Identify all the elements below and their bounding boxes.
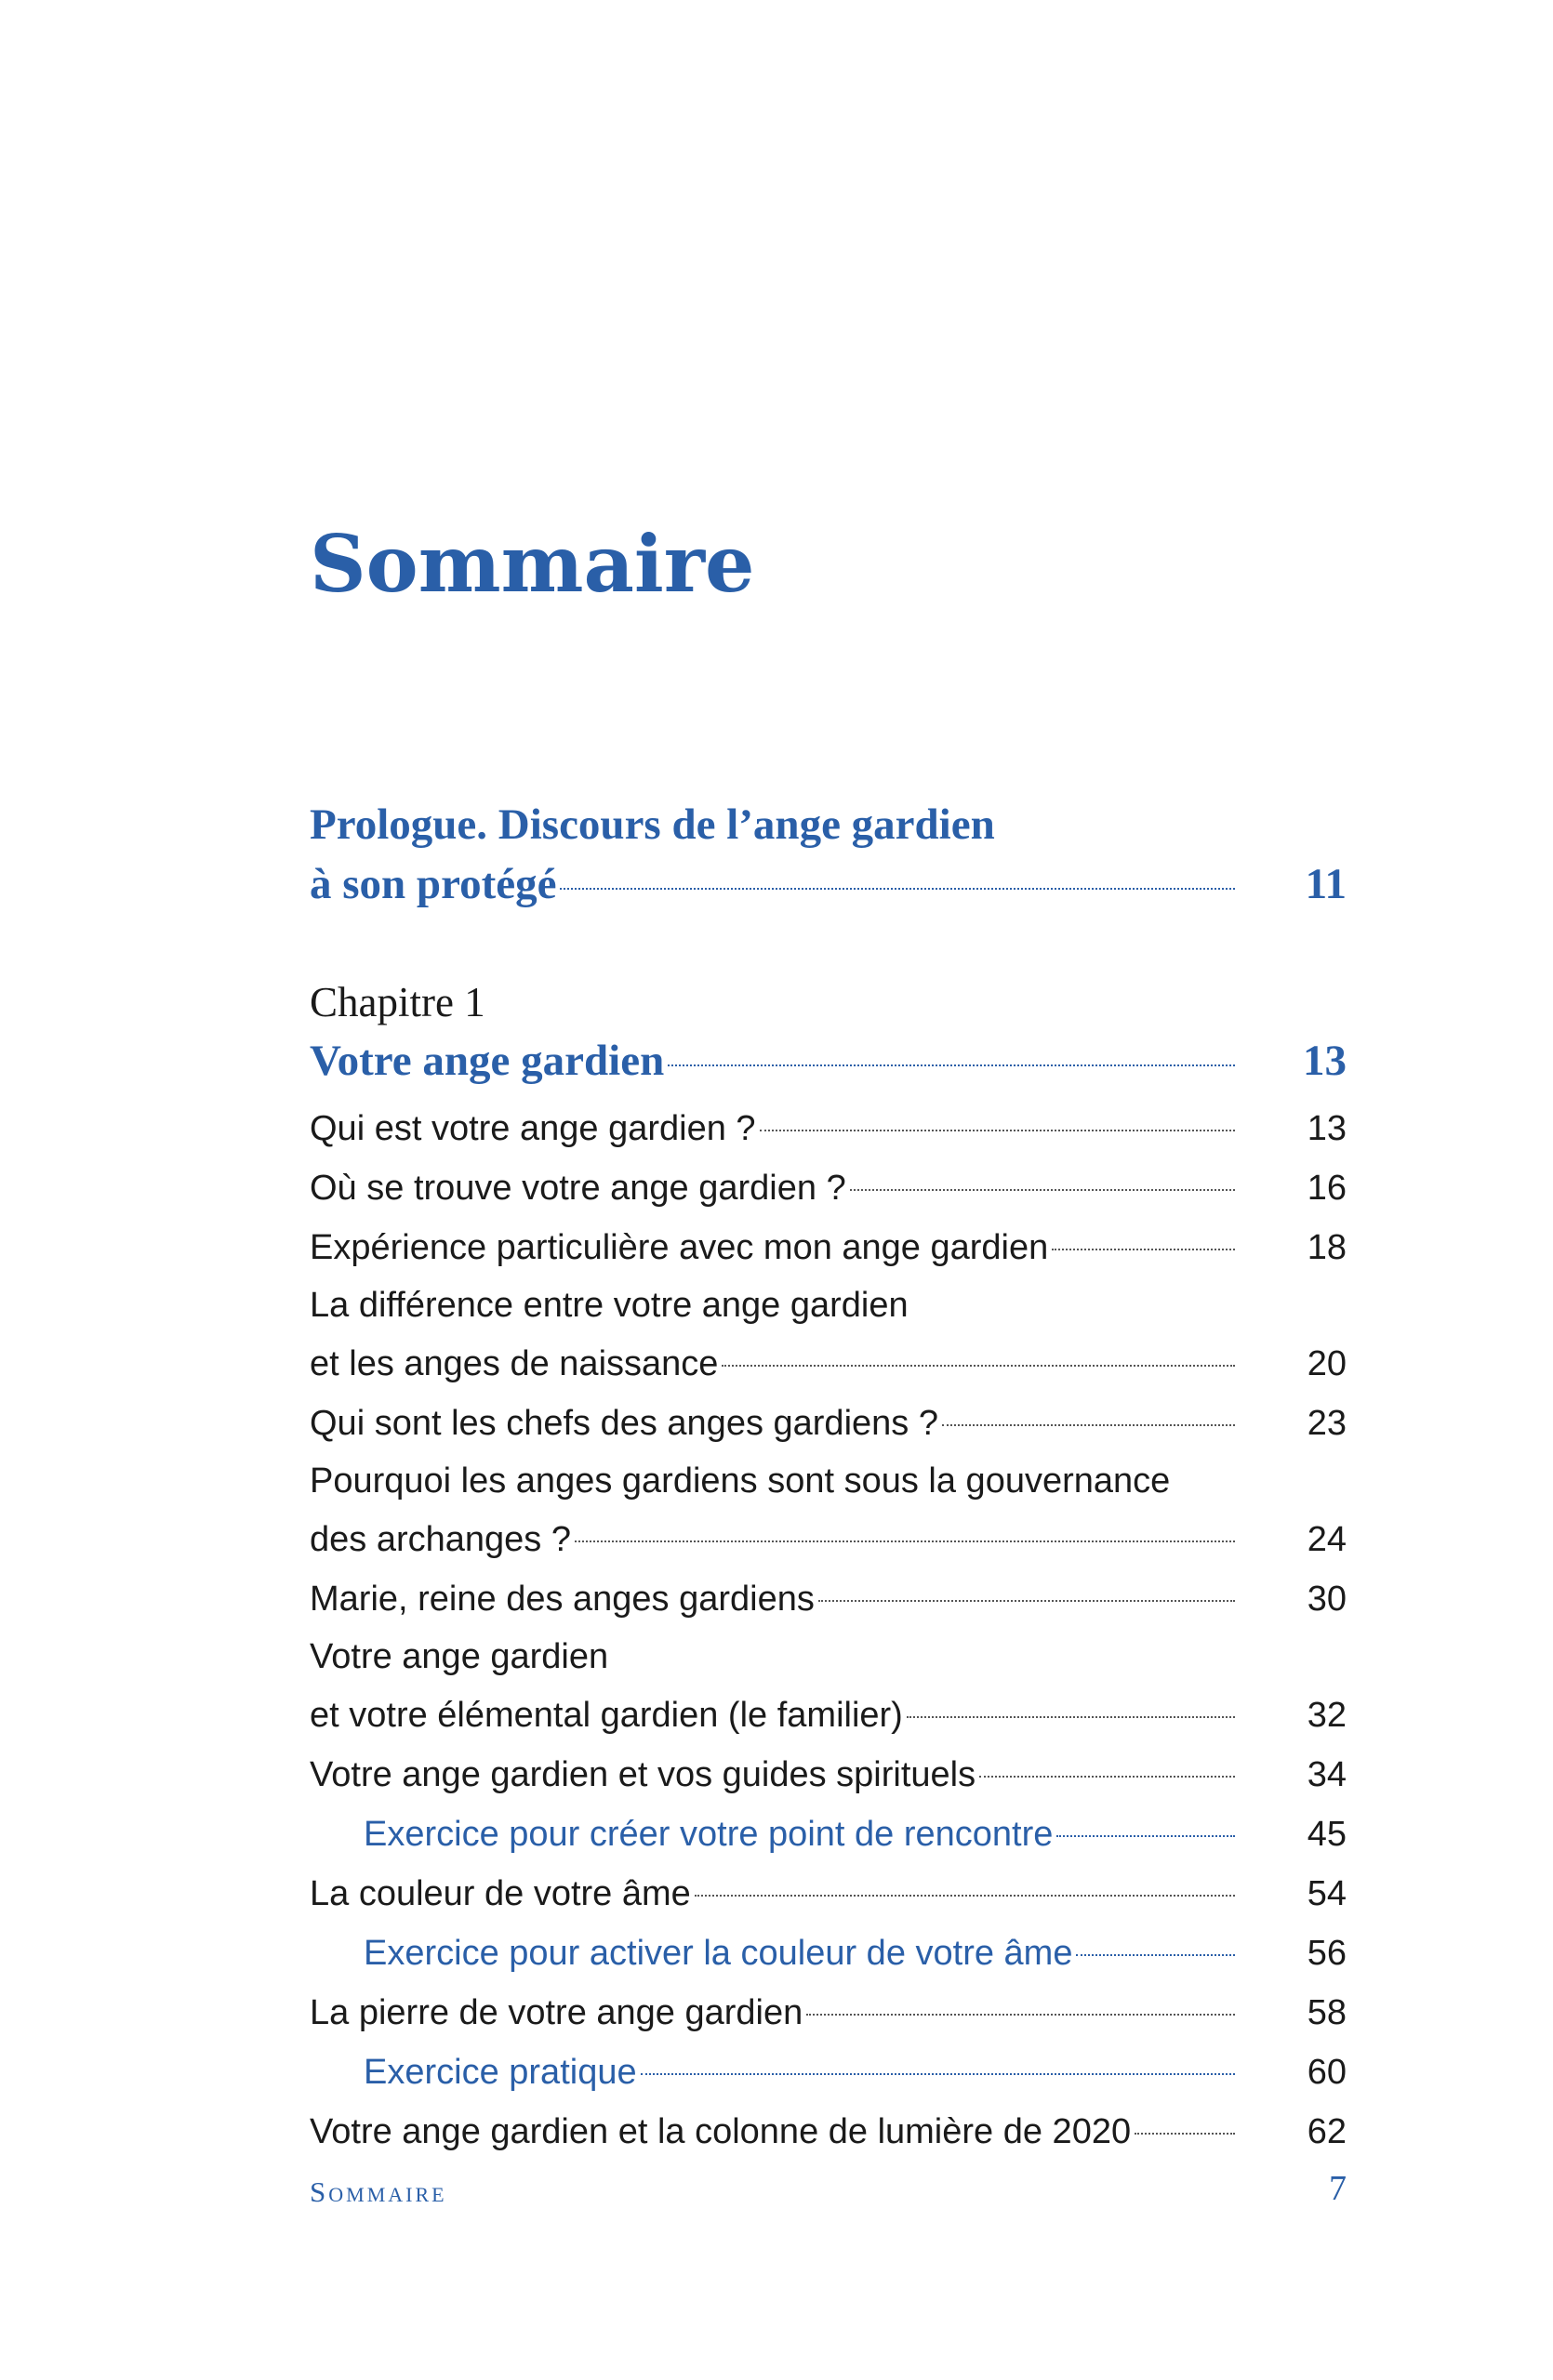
chapter-title: Votre ange gardien <box>310 1037 665 1085</box>
toc-entry-title-line1: La différence entre votre ange gardien <box>310 1286 909 1325</box>
dot-leader <box>668 1064 1235 1066</box>
toc-entry[interactable] <box>310 1158 1347 1218</box>
toc-entry[interactable] <box>310 1864 1347 1924</box>
toc-entry-row <box>310 1218 1347 1277</box>
dot-leader <box>575 1540 1235 1542</box>
toc-entry-row <box>310 1745 1347 1805</box>
dot-leader <box>760 1130 1235 1131</box>
folio-page-number: 7 <box>1329 2169 1347 2208</box>
toc-entries <box>310 1099 1347 2162</box>
toc-entry[interactable] <box>310 1453 1347 1569</box>
toc-entry-title: La pierre de votre ange gardien <box>310 1993 803 2032</box>
dot-leader <box>722 1365 1235 1367</box>
toc-entry[interactable] <box>310 1394 1347 1453</box>
toc-entry-page-number: 60 <box>1307 2053 1347 2092</box>
prologue-title-line2: à son protégé <box>310 860 557 908</box>
toc-entry-page-number: 23 <box>1307 1404 1347 1443</box>
toc-entry-page-number: 45 <box>1307 1815 1347 1854</box>
toc-entry-title-line1: Pourquoi les anges gardiens sont sous la gouvernance <box>310 1461 1171 1501</box>
page-title: Sommaire <box>310 518 755 610</box>
toc-entry[interactable] <box>310 1745 1347 1805</box>
toc-entry-row <box>310 1569 1347 1629</box>
toc-entry[interactable] <box>310 1629 1347 1745</box>
toc-entry-row <box>310 1158 1347 1218</box>
toc-entry-title: Votre ange gardien et la colonne de lumière de 2020 <box>310 2112 1132 2151</box>
prologue-page-number: 11 <box>1305 860 1347 908</box>
toc-entry-title: Où se trouve votre ange gardien ? <box>310 1169 846 1208</box>
toc-entry-row <box>310 1510 1347 1569</box>
toc-entry-page-number: 34 <box>1307 1755 1347 1794</box>
toc-entry-title: Exercice pour créer votre point de rencontre <box>364 1815 1054 1854</box>
toc-entry-page-number: 54 <box>1307 1874 1347 1913</box>
toc-entry-title: Marie, reine des anges gardiens <box>310 1580 815 1619</box>
dot-leader <box>907 1716 1235 1718</box>
toc-entry[interactable] <box>310 1983 1347 2043</box>
dot-leader <box>695 1895 1235 1897</box>
chapter-title-row <box>310 1031 1347 1091</box>
dot-leader <box>1076 1954 1235 1956</box>
toc-entry-page-number: 16 <box>1307 1169 1347 1208</box>
toc-entry[interactable] <box>310 1099 1347 1158</box>
toc-entry-title: et les anges de naissance <box>310 1344 719 1383</box>
dot-leader <box>818 1600 1235 1602</box>
toc-entry-page-number: 13 <box>1307 1109 1347 1148</box>
toc-entry-row <box>364 1924 1347 1983</box>
toc-entry-row <box>364 2043 1347 2102</box>
toc-entry-page-number: 30 <box>1307 1580 1347 1619</box>
toc-entry-row <box>310 1394 1347 1453</box>
toc-entry-page-number: 62 <box>1307 2112 1347 2151</box>
toc-entry-title: Exercice pour activer la couleur de votre âme <box>364 1934 1073 1973</box>
dot-leader <box>1056 1835 1235 1837</box>
chapter-page-number: 13 <box>1303 1037 1347 1085</box>
toc-entry-title: Qui est votre ange gardien ? <box>310 1109 756 1148</box>
toc-entry-page-number: 18 <box>1307 1228 1347 1267</box>
toc-entry-title-line1: Votre ange gardien <box>310 1637 609 1676</box>
toc-entry-title: et votre élémental gardien (le familier) <box>310 1696 903 1735</box>
dot-leader <box>979 1776 1235 1778</box>
toc-entry-title: Expérience particulière avec mon ange gardien <box>310 1228 1049 1267</box>
toc-entry-title: Votre ange gardien et vos guides spirituels <box>310 1755 976 1794</box>
toc-entry[interactable] <box>310 1569 1347 1629</box>
toc-entry-title: Qui sont les chefs des anges gardiens ? <box>310 1404 938 1443</box>
toc-entry-page-number: 24 <box>1307 1520 1347 1559</box>
toc-entry-page-number: 56 <box>1307 1934 1347 1973</box>
toc-entry-row <box>310 1983 1347 2043</box>
prologue-row <box>310 854 1347 914</box>
toc-entry[interactable] <box>310 1218 1347 1277</box>
toc-exercise-entry[interactable] <box>310 2043 1347 2102</box>
toc-entry-page-number: 20 <box>1307 1344 1347 1383</box>
toc-chapter-1[interactable] <box>310 973 1347 1091</box>
toc-exercise-entry[interactable] <box>310 1805 1347 1864</box>
running-footer-label: Sommaire <box>310 2175 447 2208</box>
toc-entry-row <box>310 1686 1347 1745</box>
dot-leader <box>560 888 1235 890</box>
prologue-title-line1: Prologue. Discours de l’ange gardien <box>310 800 995 849</box>
toc-entry-row <box>364 1805 1347 1864</box>
dot-leader <box>942 1424 1235 1426</box>
toc-entry-row <box>310 1099 1347 1158</box>
toc-entry-row <box>310 1334 1347 1394</box>
dot-leader <box>850 1189 1235 1191</box>
toc-entry-page-number: 58 <box>1307 1993 1347 2032</box>
toc-prologue[interactable] <box>310 795 1347 914</box>
dot-leader <box>1135 2133 1235 2135</box>
toc-entry-title: Exercice pratique <box>364 2053 637 2092</box>
toc-exercise-entry[interactable] <box>310 1924 1347 1983</box>
toc-entry[interactable] <box>310 2102 1347 2162</box>
dot-leader <box>641 2073 1235 2075</box>
dot-leader <box>806 2014 1235 2016</box>
toc-entry[interactable] <box>310 1277 1347 1394</box>
toc-entry-title: des archanges ? <box>310 1520 571 1559</box>
toc-entry-row <box>310 1864 1347 1924</box>
toc-entry-title: La couleur de votre âme <box>310 1874 691 1913</box>
dot-leader <box>1052 1249 1235 1250</box>
toc-entry-row <box>310 2102 1347 2162</box>
chapter-label: Chapitre 1 <box>310 979 485 1025</box>
toc-entry-page-number: 32 <box>1307 1696 1347 1735</box>
